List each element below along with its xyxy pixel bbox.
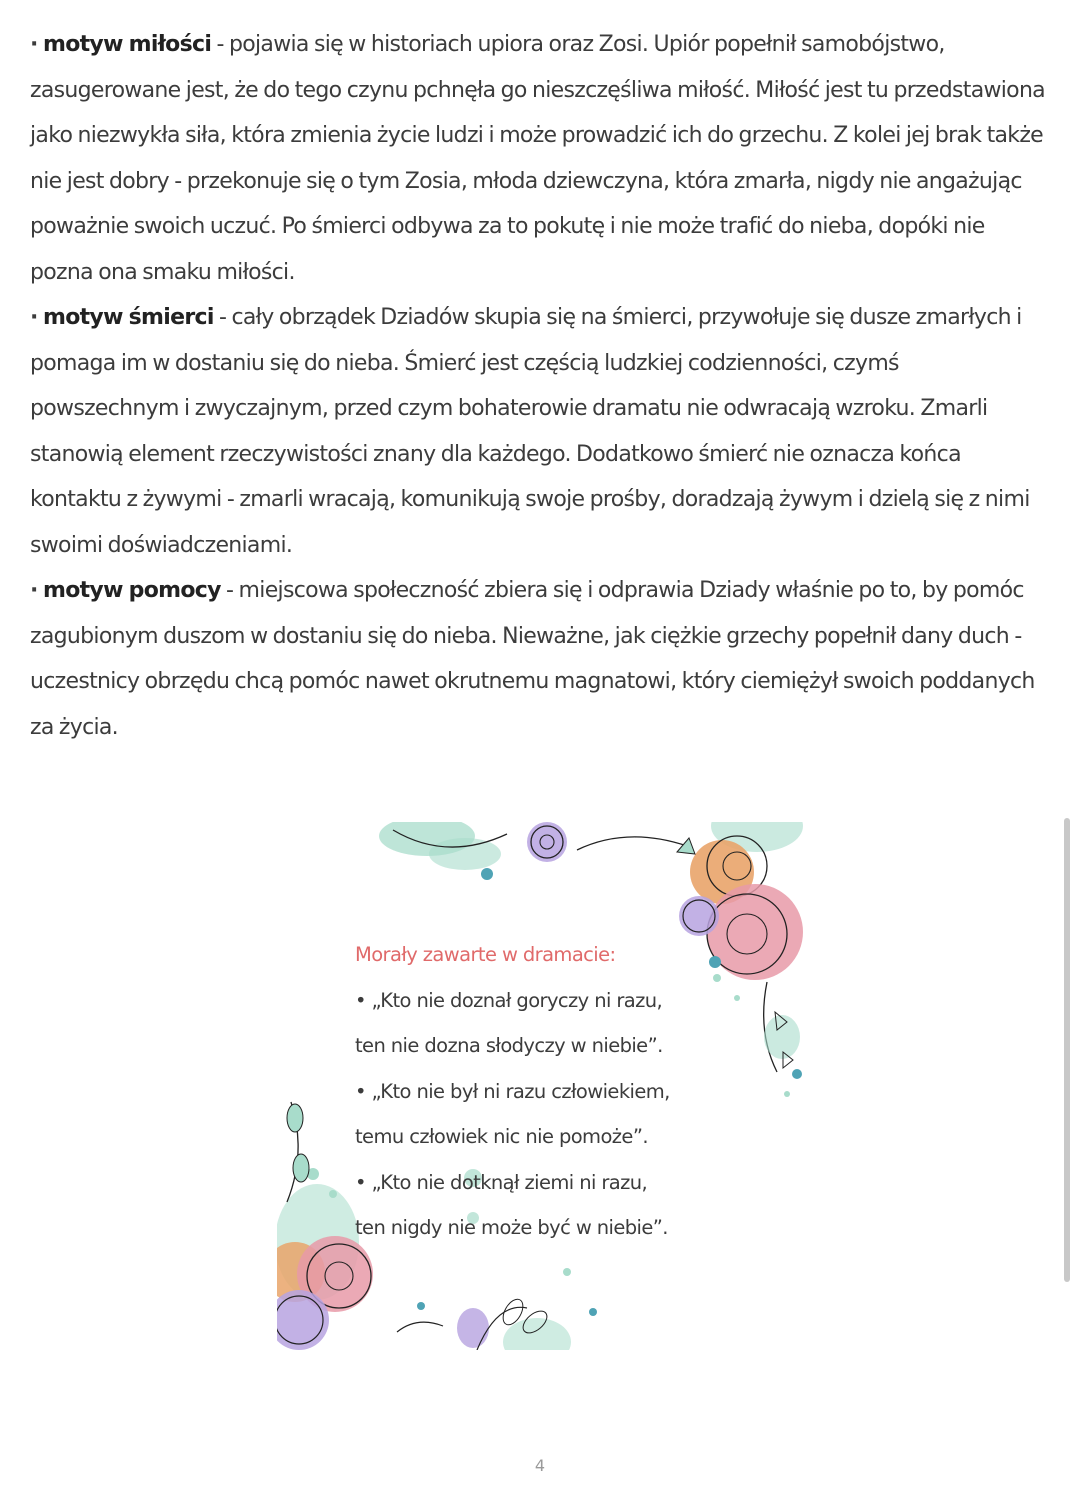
bullet: · bbox=[30, 32, 38, 57]
document-body bbox=[30, 22, 1048, 750]
motif-help-text: - miejscowa społeczność zbiera się i odprawia Dziady właśnie po to, by pomóc zagubionym duszom w dostaniu się do nieba. Nieważne, jak ciężkie grzechy popełnił dany duch - uczestnicy obrzędu chcą pomóc nawet okrutnemu magnatowi, który ciemiężył swoich poddanych za życia. bbox=[30, 578, 1035, 740]
motif-death-text: - cały obrządek Dziadów skupia się na śmierci, przywołuje się dusze zmarłych i pomaga im w dostaniu się do nieba. Śmierć jest częścią ludzkiej codzienności, czymś powszechnym i zwyczajnym, przed czym bohaterowie dramatu nie odwracają wzroku. Zmarli stanowią element rzeczywistości znany dla każdego. Dodatkowo śmierć nie oznacza końca kontaktu z żywymi - zmarli wracają, komunikują swoje prośby, doradzają żywym i dzielą się z nimi swoimi doświadczeniami. bbox=[30, 305, 1030, 558]
bullet: · bbox=[30, 578, 38, 603]
page-number: 4 bbox=[534, 1456, 546, 1475]
morals-title: Morały zawarte w dramacie: bbox=[355, 943, 616, 966]
moral-line: temu człowiek nic nie pomoże”. bbox=[355, 1125, 648, 1148]
morals-card bbox=[277, 822, 805, 1350]
scrollbar-thumb[interactable] bbox=[1064, 818, 1070, 1282]
moral-line: ten nie dozna słodyczy w niebie”. bbox=[355, 1034, 663, 1057]
motif-help-paragraph bbox=[30, 568, 1048, 750]
motif-love-term: motyw miłości bbox=[42, 32, 212, 57]
motif-death-term: motyw śmierci bbox=[42, 305, 214, 330]
moral-line: ten nigdy nie może być w niebie”. bbox=[355, 1216, 668, 1239]
motif-death-paragraph bbox=[30, 295, 1048, 568]
moral-line: • „Kto nie dotknął ziemi ni razu, bbox=[355, 1170, 648, 1194]
motif-love-paragraph bbox=[30, 22, 1048, 295]
moral-line: • „Kto nie doznał goryczy ni razu, bbox=[355, 988, 663, 1012]
bullet: · bbox=[30, 305, 38, 330]
morals-text bbox=[355, 932, 755, 1251]
motif-help-term: motyw pomocy bbox=[42, 578, 221, 603]
moral-line: • „Kto nie był ni razu człowiekiem, bbox=[355, 1079, 670, 1103]
motif-love-text: - pojawia się w historiach upiora oraz Zosi. Upiór popełnił samobójstwo, zasugerowane jest, że do tego czynu pchnęła go nieszczęśliwa miłość. Miłość jest tu przedstawiona jako niezwykła siła, która zmienia życie ludzi i może prowadzić ich do grzechu. Z kolei jej brak także nie jest dobry - przekonuje się o tym Zosia, młoda dziewczyna, która zmarła, nigdy nie angażując poważnie swoich uczuć. Po śmierci odbywa za to pokutę i nie może trafić do nieba, dopóki nie pozna ona smaku miłości. bbox=[30, 32, 1045, 285]
